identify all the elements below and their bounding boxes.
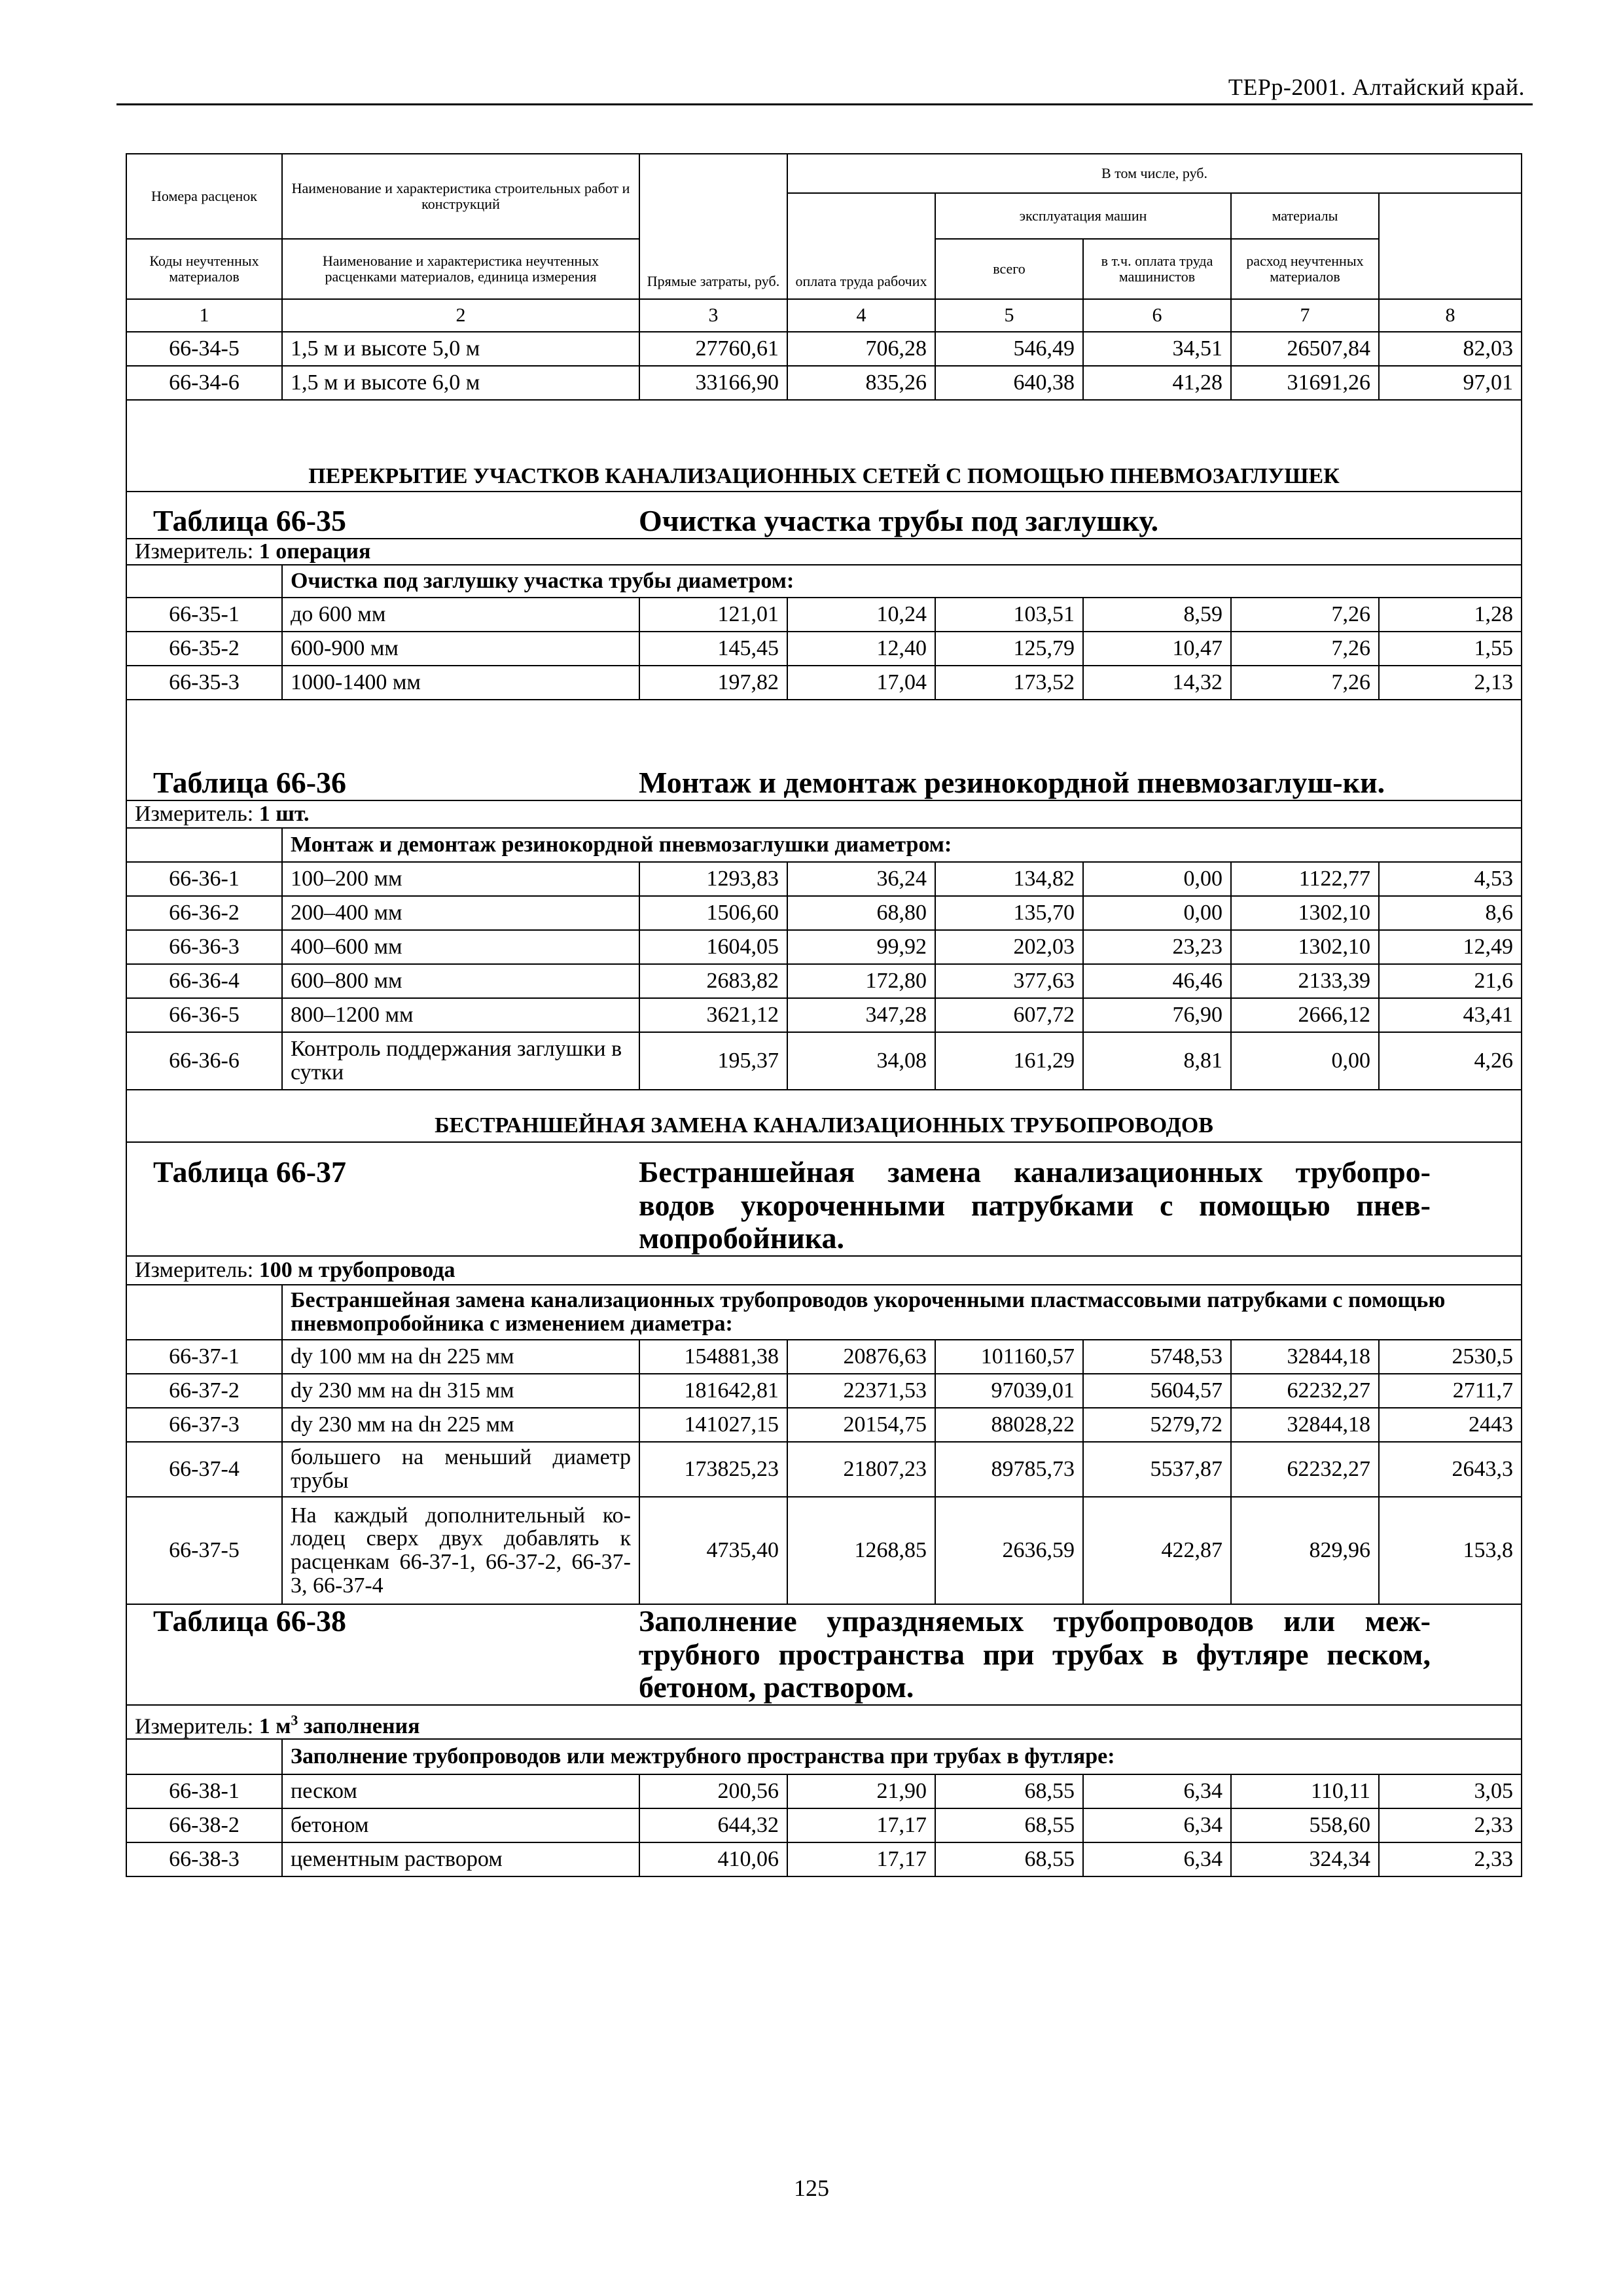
table-block-66-36 [126,700,1522,800]
rate-value: 172,80 [787,964,935,998]
measure-line [126,800,1522,828]
table-block-66-35 [126,492,1522,539]
rate-value: 43,41 [1379,998,1522,1032]
rate-value: 46,46 [1083,964,1231,998]
rate-code: 66-34-5 [126,332,282,366]
rate-value: 62232,27 [1231,1374,1379,1408]
col-number: 6 [1083,299,1231,332]
table-row [126,632,1522,666]
col-number: 8 [1379,299,1522,332]
rate-value: 1302,10 [1231,896,1379,930]
measure-label: Измеритель: [135,1258,254,1283]
rate-value: 2683,82 [639,964,787,998]
running-header: ТЕРр-2001. Алтайский край. [1228,74,1525,100]
rate-value: 20154,75 [787,1408,935,1442]
rate-code: 66-34-6 [126,366,282,400]
col-number: 1 [126,299,282,332]
table-subheading: Монтаж и демонтаж резинокордной пневмозаглушки диаметром: [282,828,1522,862]
price-table [126,153,1522,1877]
rate-value: 88028,22 [935,1408,1083,1442]
rate-code: 66-37-2 [126,1374,282,1408]
page-number: 125 [794,2175,829,2201]
rate-value: 6,34 [1083,1774,1231,1808]
rate-value: 5604,57 [1083,1374,1231,1408]
rate-value: 2530,5 [1379,1340,1522,1374]
measure-label: Измеритель: [135,1714,254,1739]
rate-value: 546,49 [935,332,1083,366]
rate-value: 134,82 [935,862,1083,896]
rate-value: 1,28 [1379,598,1522,632]
rate-value: 3621,12 [639,998,787,1032]
rate-value: 181642,81 [639,1374,787,1408]
rate-value: 20876,63 [787,1340,935,1374]
rate-description: dy 100 мм на dн 225 мм [282,1340,639,1374]
col-number: 2 [282,299,639,332]
rate-description: 1000-1400 мм [282,666,639,700]
rate-value: 31691,26 [1231,366,1379,400]
rate-code: 66-35-2 [126,632,282,666]
rate-value: 76,90 [1083,998,1231,1032]
hdr-total: всего [935,239,1083,299]
rate-value: 97039,01 [935,1374,1083,1408]
measure-label: Измеритель: [135,539,254,564]
measure-line [126,1705,1522,1739]
rate-value: 324,34 [1231,1842,1379,1876]
rate-value: 197,82 [639,666,787,700]
rate-code: 66-38-3 [126,1842,282,1876]
table-row [126,930,1522,964]
hdr-codes: Коды неучтенных материалов [126,239,282,299]
rate-value: 12,40 [787,632,935,666]
hdr-row-numbers: Номера расценок [126,154,282,239]
rate-value: 6,34 [1083,1842,1231,1876]
rate-code: 66-36-4 [126,964,282,998]
rate-value: 41,28 [1083,366,1231,400]
rate-value: 2,33 [1379,1808,1522,1842]
header-rule [116,103,1533,105]
rate-value: 82,03 [1379,332,1522,366]
rate-value: 8,59 [1083,598,1231,632]
rate-value: 200,56 [639,1774,787,1808]
table-row [126,1442,1522,1497]
table-row [126,598,1522,632]
rate-value: 829,96 [1231,1497,1379,1604]
rate-value: 68,80 [787,896,935,930]
rate-value: 34,51 [1083,332,1231,366]
rate-description: большего на меньший диаметр трубы [282,1442,639,1497]
rate-value: 154881,38 [639,1340,787,1374]
table-number: Таблица 66-37 [153,1155,347,1189]
rate-description: dy 230 мм на dн 225 мм [282,1408,639,1442]
rate-value: 121,01 [639,598,787,632]
rate-value: 10,47 [1083,632,1231,666]
rate-code: 66-37-4 [126,1442,282,1497]
rate-value: 1,55 [1379,632,1522,666]
measure-label: Измеритель: [135,802,254,827]
rate-value: 17,04 [787,666,935,700]
rate-value: 4735,40 [639,1497,787,1604]
hdr-direct-costs: Прямые затраты, руб. [639,154,787,299]
rate-value: 644,32 [639,1808,787,1842]
hdr-work-name: Наименование и характеристика строительных работ и конструкций [282,154,639,239]
table-title: Заполнение упраздняемых трубопроводов или меж-трубного пространства при трубах в футляре песком, бетоном, раствором. [639,1604,1431,1704]
measure-unit: 100 м трубопровода [259,1258,455,1283]
rate-code: 66-35-3 [126,666,282,700]
rate-value: 153,8 [1379,1497,1522,1604]
rate-value: 347,28 [787,998,935,1032]
rate-value: 5537,87 [1083,1442,1231,1497]
table-row [126,666,1522,700]
rate-value: 4,26 [1379,1032,1522,1090]
rate-value: 5279,72 [1083,1408,1231,1442]
rate-value: 21807,23 [787,1442,935,1497]
rate-value: 125,79 [935,632,1083,666]
rate-description: dy 230 мм на dн 315 мм [282,1374,639,1408]
rate-value: 7,26 [1231,666,1379,700]
table-row [126,332,1522,366]
rate-value: 1122,77 [1231,862,1379,896]
col-number: 5 [935,299,1083,332]
table-number: Таблица 66-38 [153,1604,347,1638]
rate-code: 66-38-2 [126,1808,282,1842]
rate-value: 17,17 [787,1842,935,1876]
hdr-machine-ops: эксплуатация машин [935,193,1231,239]
rate-value: 0,00 [1083,896,1231,930]
table-subheading: Заполнение трубопроводов или межтрубного пространства при трубах в футляре: [282,1739,1522,1774]
hdr-material-use: расход неучтенных материалов [1231,239,1379,299]
rate-value: 33166,90 [639,366,787,400]
rate-value: 8,81 [1083,1032,1231,1090]
rate-value: 135,70 [935,896,1083,930]
rate-value: 2133,39 [1231,964,1379,998]
table-row [126,862,1522,896]
rate-description: 100–200 мм [282,862,639,896]
table-title: Монтаж и демонтаж резинокордной пневмозаглуш-ки. [639,766,1385,800]
rate-value: 1506,60 [639,896,787,930]
rate-description: песком [282,1774,639,1808]
rate-code: 66-36-2 [126,896,282,930]
rate-code: 66-35-1 [126,598,282,632]
rate-value: 32844,18 [1231,1408,1379,1442]
rate-value: 377,63 [935,964,1083,998]
table-number: Таблица 66-36 [153,766,347,800]
rate-value: 4,53 [1379,862,1522,896]
rate-description: 400–600 мм [282,930,639,964]
hdr-materials: материалы [1231,193,1379,239]
table-row [126,896,1522,930]
rate-value: 6,34 [1083,1808,1231,1842]
rate-value: 2636,59 [935,1497,1083,1604]
rate-value: 12,49 [1379,930,1522,964]
rate-value: 68,55 [935,1842,1083,1876]
table-number: Таблица 66-35 [153,504,347,538]
rate-value: 10,24 [787,598,935,632]
rate-value: 21,90 [787,1774,935,1808]
rate-value: 101160,57 [935,1340,1083,1374]
table-block-66-38 [126,1604,1522,1705]
hdr-machinist-pay: в т.ч. оплата труда машинистов [1083,239,1231,299]
hdr-unaccounted-names: Наименование и характеристика неучтенных расценками материалов, единица измерения [282,239,639,299]
rate-description: 1,5 м и высоте 5,0 м [282,332,639,366]
rate-value: 22371,53 [787,1374,935,1408]
section-heading: ПЕРЕКРЫТИЕ УЧАСТКОВ КАНАЛИЗАЦИОННЫХ СЕТЕЙ С ПОМОЩЬЮ ПНЕВМОЗАГЛУШЕК [126,400,1522,492]
rate-code: 66-36-1 [126,862,282,896]
rate-value: 2666,12 [1231,998,1379,1032]
rate-value: 2711,7 [1379,1374,1522,1408]
table-row [126,1032,1522,1090]
rate-value: 103,51 [935,598,1083,632]
col-number: 3 [639,299,787,332]
table-title: Очистка участка трубы под заглушку. [639,504,1159,538]
rate-value: 1604,05 [639,930,787,964]
rate-value: 21,6 [1379,964,1522,998]
rate-code: 66-36-5 [126,998,282,1032]
rate-description: бетоном [282,1808,639,1842]
hdr-worker-pay: оплата труда рабочих [787,193,935,299]
rate-code: 66-37-1 [126,1340,282,1374]
rate-value: 173825,23 [639,1442,787,1497]
col-number: 7 [1231,299,1379,332]
rate-value: 0,00 [1083,862,1231,896]
rate-value: 2,13 [1379,666,1522,700]
table-row [126,1408,1522,1442]
col-number: 4 [787,299,935,332]
measure-line [126,1256,1522,1285]
table-row [126,1374,1522,1408]
rate-value: 36,24 [787,862,935,896]
table-block-66-37 [126,1142,1522,1256]
rate-value: 110,11 [1231,1774,1379,1808]
rate-value: 99,92 [787,930,935,964]
rate-value: 2443 [1379,1408,1522,1442]
rate-value: 161,29 [935,1032,1083,1090]
table-subheading: Очистка под заглушку участка трубы диаметром: [282,565,1522,598]
rate-value: 410,06 [639,1842,787,1876]
measure-unit: 1 $м^3$ заполнения [259,1712,420,1739]
table-subheading: Бестраншейная замена канализационных трубопроводов укороченными пластмассовыми патрубками с помощью пневмопробойника с изменением диаметра: [282,1285,1522,1340]
rate-value: 26507,84 [1231,332,1379,366]
table-title: Бестраншейная замена канализационных трубопро-водов укороченными патрубками с помощью пнев-мопробойника. [639,1155,1431,1255]
measure-line [126,539,1522,565]
measure-unit: 1 операция [259,539,371,564]
rate-value: 1302,10 [1231,930,1379,964]
rate-description: Контроль поддержания заглушки в сутки [282,1032,639,1090]
rate-value: 7,26 [1231,632,1379,666]
rate-value: 89785,73 [935,1442,1083,1497]
rate-description: 800–1200 мм [282,998,639,1032]
rate-description: 600-900 мм [282,632,639,666]
table-row [126,1774,1522,1808]
table-row [126,366,1522,400]
table-row [126,998,1522,1032]
rate-value: 195,37 [639,1032,787,1090]
rate-value: 835,26 [787,366,935,400]
rate-description: 600–800 мм [282,964,639,998]
rate-value: 0,00 [1231,1032,1379,1090]
rate-value: 558,60 [1231,1808,1379,1842]
rate-value: 640,38 [935,366,1083,400]
rate-code: 66-38-1 [126,1774,282,1808]
table-row [126,1808,1522,1842]
table-row [126,1497,1522,1604]
rate-value: 202,03 [935,930,1083,964]
hdr-incl-rub: В том числе, руб. [787,154,1522,193]
rate-value: 23,23 [1083,930,1231,964]
rate-value: 97,01 [1379,366,1522,400]
rate-value: 32844,18 [1231,1340,1379,1374]
measure-unit: 1 шт. [259,802,310,827]
rate-description: На каждый дополнительный ко-лодец сверх двух добавлять к расценкам 66-37-1, 66-37-2, 66-37-3, 66-37-4 [282,1497,639,1604]
rate-description: цементным раствором [282,1842,639,1876]
rate-value: 2643,3 [1379,1442,1522,1497]
rate-value: 68,55 [935,1774,1083,1808]
table-row [126,964,1522,998]
rate-value: 17,17 [787,1808,935,1842]
rate-code: 66-37-5 [126,1497,282,1604]
rate-value: 5748,53 [1083,1340,1231,1374]
table-row [126,1842,1522,1876]
rate-value: 141027,15 [639,1408,787,1442]
rate-code: 66-36-3 [126,930,282,964]
table-row [126,1340,1522,1374]
rate-code: 66-36-6 [126,1032,282,1090]
rate-value: 7,26 [1231,598,1379,632]
rate-code: 66-37-3 [126,1408,282,1442]
rate-value: 27760,61 [639,332,787,366]
rate-value: 173,52 [935,666,1083,700]
rate-value: 706,28 [787,332,935,366]
rate-value: 422,87 [1083,1497,1231,1604]
rate-value: 8,6 [1379,896,1522,930]
rate-value: 14,32 [1083,666,1231,700]
rate-description: до 600 мм [282,598,639,632]
rate-value: 68,55 [935,1808,1083,1842]
rate-value: 62232,27 [1231,1442,1379,1497]
rate-value: 3,05 [1379,1774,1522,1808]
rate-value: 34,08 [787,1032,935,1090]
rate-value: 145,45 [639,632,787,666]
rate-value: 607,72 [935,998,1083,1032]
rate-description: 1,5 м и высоте 6,0 м [282,366,639,400]
rate-value: 1293,83 [639,862,787,896]
rate-description: 200–400 мм [282,896,639,930]
rate-value: 2,33 [1379,1842,1522,1876]
section-heading: БЕСТРАНШЕЙНАЯ ЗАМЕНА КАНАЛИЗАЦИОННЫХ ТРУБОПРОВОДОВ [126,1090,1522,1142]
rate-value: 1268,85 [787,1497,935,1604]
